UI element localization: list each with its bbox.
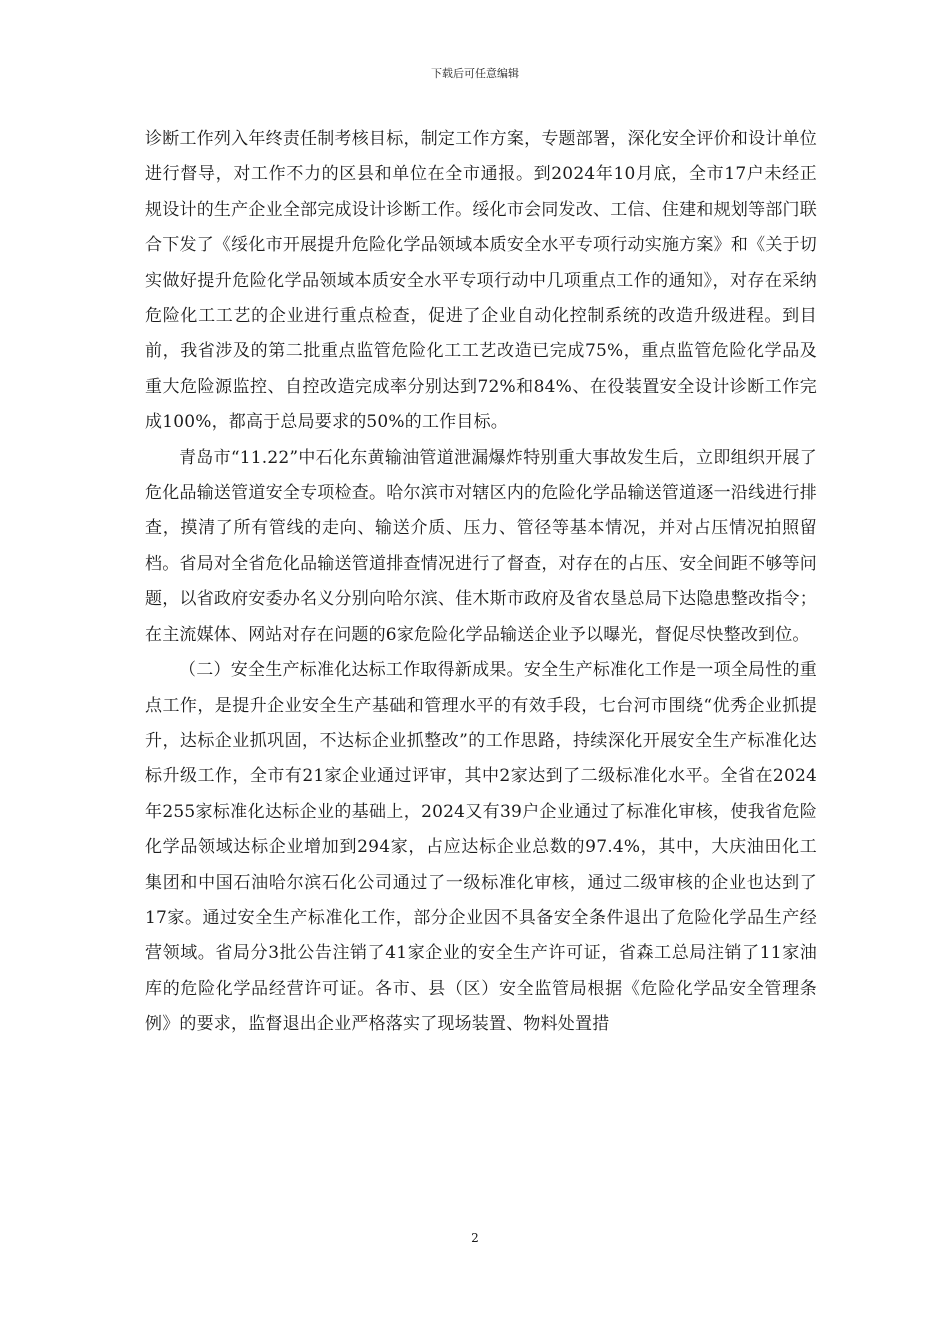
paragraph-continuation: 诊断工作列入年终责任制考核目标，制定工作方案，专题部署，深化安全评价和设计单位进行督导，对工作不力的区县和单位在全市通报。到2024年10月底，全市17户未经正规设计的生产企业全部完成设计诊断工作。绥化市会同发改、工信、住建和规划等部门联合下发了《绥化市开展提升危险化学品领域本质安全水平专项行动实施方案》和《关于切实做好提升危险化学品领域本质安全水平专项行动中几项重点工作的通知》，对存在采纳危险化工工艺的企业进行重点检查，促进了企业自动化控制系统的改造升级进程。到目前，我省涉及的第二批重点监管危险化工工艺改造已完成75%，重点监管危险化学品及重大危险源监控、自控改造完成率分别达到72%和84%、在役装置安全设计诊断工作完成100%，都高于总局要求的50%的工作目标。 [145,129,817,433]
document-body [145,122,817,1043]
paragraph-standardization: （二）安全生产标准化达标工作取得新成果。安全生产标准化工作是一项全局性的重点工作，是提升企业安全生产基础和管理水平的有效手段，七台河市围绕“优秀企业抓提升，达标企业抓巩固，不达标企业抓整改”的工作思路，持续深化开展安全生产标准化达标升级工作，全市有21家企业通过评审，其中2家达到了二级标准化水平。全省在2024年255家标准化达标企业的基础上，2024又有39户企业通过了标准化审核，使我省危险化学品领域达标企业增加到294家，占应达标企业总数的97.4%，其中，大庆油田化工集团和中国石油哈尔滨石化公司通过了一级标准化审核，通过二级审核的企业也达到了17家。通过安全生产标准化工作，部分企业因不具备安全条件退出了危险化学品生产经营领域。省局分3批公告注销了41家企业的安全生产许可证，省森工总局注销了11家油库的危险化学品经营许可证。各市、县（区）安全监管局根据《危险化学品安全管理条例》的要求，监督退出企业严格落实了现场装置、物料处置措 [145,660,817,1035]
page-number: 2 [471,1231,479,1245]
page-header-note: 下载后可任意编辑 [431,67,519,80]
paragraph-pipeline-inspection: 青岛市“11.22”中石化东黄输油管道泄漏爆炸特别重大事故发生后，立即组织开展了危化品输送管道安全专项检查。哈尔滨市对辖区内的危险化学品输送管道逐一沿线进行排查，摸清了所有管线的走向、输送介质、压力、管径等基本情况，并对占压情况拍照留档。省局对全省危化品输送管道排查情况进行了督查，对存在的占压、安全间距不够等问题，以省政府安委办名义分别向哈尔滨、佳木斯市政府及省农垦总局下达隐患整改指令；在主流媒体、网站对存在问题的6家危险化学品输送企业予以曝光，督促尽快整改到位。 [145,447,817,645]
